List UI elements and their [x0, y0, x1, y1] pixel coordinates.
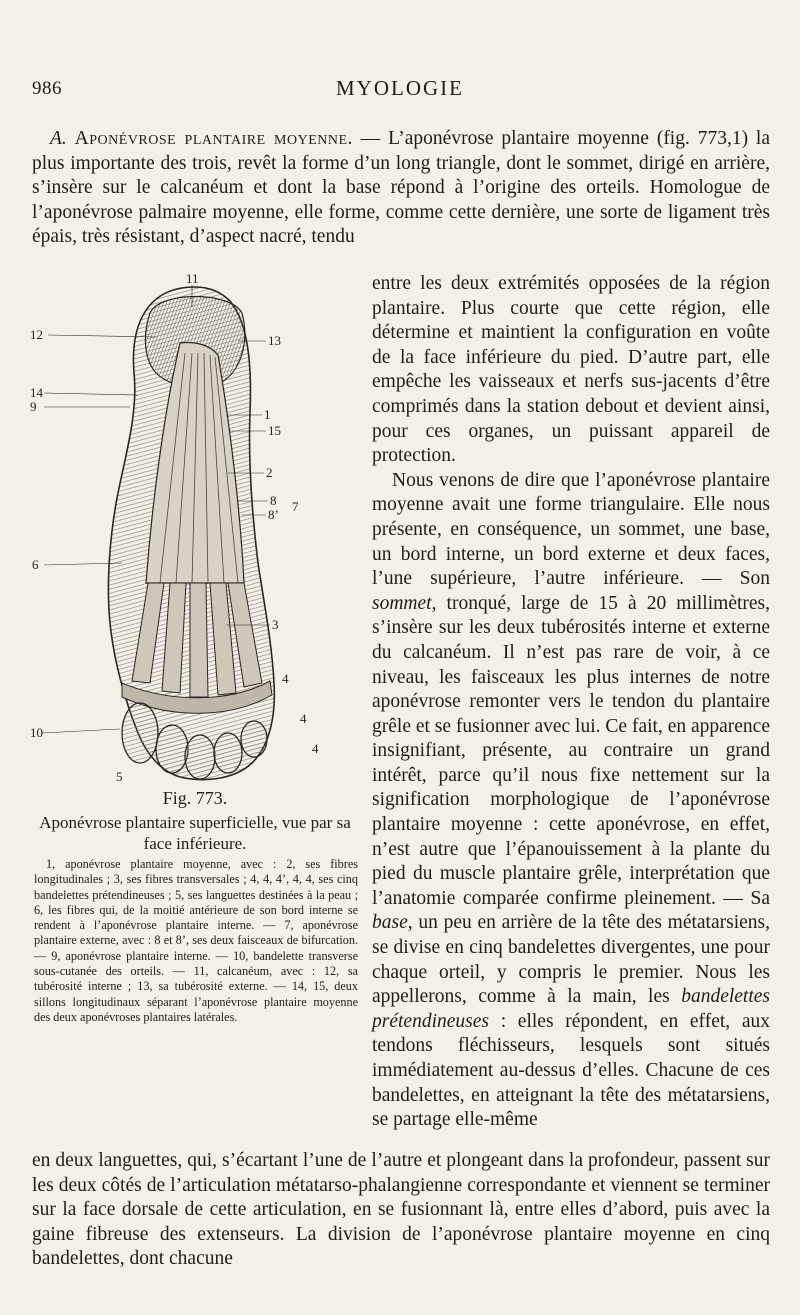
foot-engraving: [30, 271, 360, 784]
label-15: 15: [268, 423, 281, 438]
label-8-prime: 8’: [268, 507, 279, 522]
section-intro: [32, 127, 770, 250]
right-column-text: [372, 272, 770, 1133]
label-2: 2: [266, 465, 273, 480]
figure-legend: 1, aponévrose plantaire moyenne, avec : 2, ses fibres longitudinales ; 3, ses fibres transversales ; 4, 4, 4’, 4, 4, ses cinq bandelettes prétendineuses ; 5, ses languettes destinées à la peau ; 6, les fibres qui, de la moitié antérieure de son bord interne se rendent à l’aponévrose plantaire interne. — 7, aponévrose plantaire externe, avec : 8 et 8’, ses deux faisceaux de bifurcation. — 9, aponévrose plantaire interne. — 10, bandelette transverse sous-cutanée des orteils. — 11, calcanéum, avec : 12, sa tubérosité interne ; 13, sa tubérosité externe. — 14, 15, deux sillons longitudinaux séparant l’aponévrose plantaire moyenne des deux aponévroses plantaires latérales.: [34, 857, 358, 1024]
paragraph-1: entre les deux extrémités opposées de la région plantaire. Plus courte que cette région, elle détermine et maintient la configuration en voûte de la face inférieure du pied. D’autre part, elle empêche les vaisseaux et nerfs sus-jacents d’être comprimés dans la station debout et devient ainsi, pour ces organes, un puissant appareil de protection.: [372, 273, 770, 467]
figure-number: Fig. 773.: [162, 788, 228, 808]
label-4b: 4: [300, 711, 307, 726]
label-9: 9: [30, 399, 37, 414]
paragraph-2: [372, 469, 770, 1133]
label-4c: 4: [312, 741, 319, 756]
label-4a: 4: [282, 671, 289, 686]
bottom-text: en deux languettes, qui, s’écartant l’une de l’autre et plongeant dans la profondeur, passent sur les deux côtés de l’articulation métatarso-phalangienne correspondante et viennent se terminer sur la face dorsale de cette articulation, en se fusionnant là, entre elles d’abord, puis avec la gaine fibreuse des extenseurs. La division de l’aponévrose plantaire moyenne en cinq bandelettes, dont chacune: [32, 1150, 770, 1270]
section-heading: Aponévrose plantaire moyenne.: [74, 128, 353, 149]
p2-bandelettes: bandelettes prétendineuses: [372, 986, 770, 1032]
label-5: 5: [116, 769, 123, 784]
label-3: 3: [272, 617, 279, 632]
p2-part-b: , tronqué, large de 15 à 20 millimètres, s’insère sur les deux tubérosités interne et externe du calcanéum. Il n’est pas rare de voir, à ce niveau, les faisceaux les plus internes de notre aponévrose remonter vers le tendon du plantaire grêle et se fusionner avec lui. Ce fait, en apparence insignifiant, présente, au contraire un grand intérêt, parce qu’il nous fixe nettement sur la signification morphologique de l’aponévrose plantaire moyenne : cette aponévrose, en effet, n’est autre que l’épanouissement à la plante du pied du muscle plantaire grêle, interprétation que l’anatomie comparée confirme pleinement. — Sa: [372, 592, 770, 909]
p2-part-a: Nous venons de dire que l’aponévrose plantaire moyenne avait une forme triangulaire. Elle nous présente, en conséquence, un sommet, une base, un bord interne, un bord externe et deux faces, l’une supérieure, l’autre inférieure. — Son: [372, 469, 770, 590]
page-number: 986: [32, 78, 62, 99]
intro-text: — L’aponévrose plantaire moyenne (fig. 773,1) la plus importante des trois, revêt la forme d’un long triangle, dont le sommet, dirigé en arrière, s’insère sur le calcanéum et dont la base répond à l’origine des orteils. Homologue de l’aponévrose palmaire moyenne, elle forme, comme cette dernière, une sorte de ligament très épais, très résistant, d’aspect nacré, tendu: [32, 128, 771, 248]
p2-base: base: [372, 912, 408, 934]
label-7: 7: [292, 499, 299, 514]
label-11: 11: [186, 271, 199, 286]
p2-part-d: : elles répondent, en effet, aux tendons fléchisseurs, lesquels sont situés immédiatement au-dessus d’elles. Chacune de ces bandelettes, en atteignant la tête des métatarsiens, se partage elle-même: [372, 1010, 770, 1131]
label-14: 14: [30, 385, 43, 400]
label-13: 13: [268, 333, 281, 348]
label-8: 8: [270, 493, 277, 508]
figure-773-illustration: [30, 271, 360, 784]
section-letter: A.: [50, 128, 67, 149]
label-1: 1: [264, 407, 271, 422]
p2-part-c: , un peu en arrière de la tête des métatarsiens, se divise en cinq bandelettes divergentes, une pour chaque orteil, y compris le premier. Nous les appellerons, comme à la main, les: [372, 912, 770, 1008]
figure-title: Aponévrose plantaire superficielle, vue par sa face inférieure.: [39, 813, 351, 853]
label-12: 12: [30, 327, 43, 342]
p2-sommet: sommet: [372, 592, 432, 614]
label-6: 6: [32, 557, 39, 572]
label-10: 10: [30, 725, 43, 740]
running-head: MYOLOGIE: [336, 76, 464, 100]
